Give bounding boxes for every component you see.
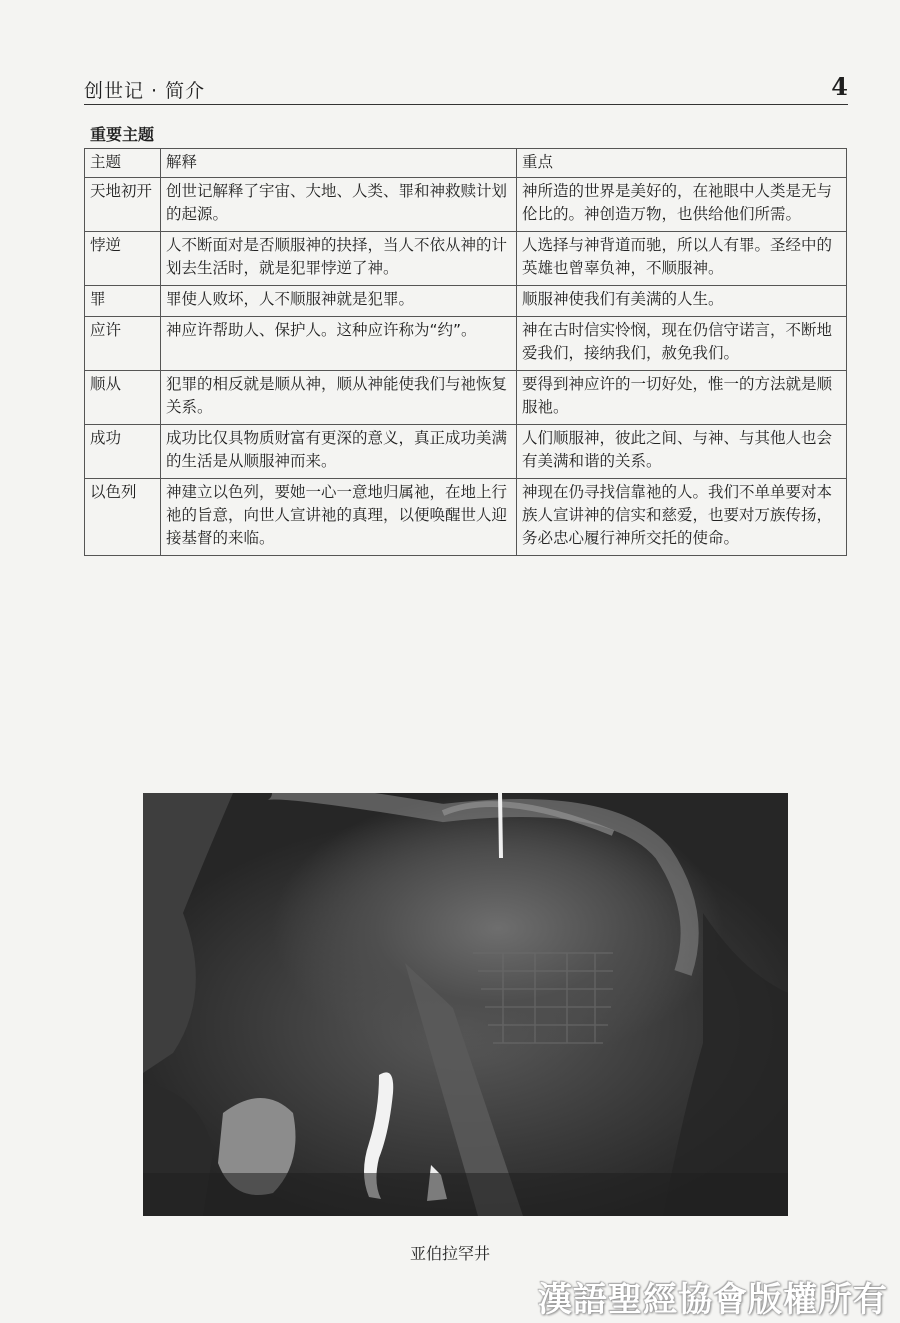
column-header-explanation: 解释 <box>161 149 517 178</box>
theme-cell: 顺从 <box>85 371 161 425</box>
well-photo-illustration <box>143 793 788 1216</box>
table-row <box>85 317 847 371</box>
table-row <box>85 371 847 425</box>
explanation-cell: 罪使人败坏，人不顺服神就是犯罪。 <box>161 286 517 317</box>
table-row <box>85 286 847 317</box>
table-header-row <box>85 149 847 178</box>
importance-cell: 顺服神使我们有美满的人生。 <box>517 286 847 317</box>
explanation-cell: 神建立以色列，要她一心一意地归属祂，在地上行祂的旨意，向世人宣讲祂的真理，以便唤醒世人迎接基督的来临。 <box>161 479 517 556</box>
importance-cell: 神现在仍寻找信靠祂的人。我们不单单要对本族人宣讲神的信实和慈爱，也要对万族传扬，务必忠心履行神所交托的使命。 <box>517 479 847 556</box>
theme-cell: 罪 <box>85 286 161 317</box>
copyright-watermark: 漢語聖經協會版權所有 <box>538 1280 888 1320</box>
theme-cell: 成功 <box>85 425 161 479</box>
table-row <box>85 425 847 479</box>
importance-cell: 人选择与神背道而驰，所以人有罪。圣经中的英雄也曾辜负神，不顺服神。 <box>517 232 847 286</box>
theme-cell: 悖逆 <box>85 232 161 286</box>
explanation-cell: 创世记解释了宇宙、大地、人类、罪和神救赎计划的起源。 <box>161 178 517 232</box>
table-row <box>85 178 847 232</box>
table-row <box>85 479 847 556</box>
importance-cell: 要得到神应许的一切好处，惟一的方法就是顺服祂。 <box>517 371 847 425</box>
column-header-importance: 重点 <box>517 149 847 178</box>
importance-cell: 神所造的世界是美好的，在祂眼中人类是无与伦比的。神创造万物，也供给他们所需。 <box>517 178 847 232</box>
running-head: 创世记 · 简介 <box>84 80 206 102</box>
theme-cell: 应许 <box>85 317 161 371</box>
section-title: 重要主题 <box>90 125 155 144</box>
column-header-theme: 主题 <box>85 149 161 178</box>
importance-cell: 神在古时信实怜悯，现在仍信守诺言，不断地爱我们，接纳我们，赦免我们。 <box>517 317 847 371</box>
page-number: 4 <box>831 72 848 101</box>
well-photo <box>143 793 788 1216</box>
explanation-cell: 犯罪的相反就是顺从神，顺从神能使我们与祂恢复关系。 <box>161 371 517 425</box>
table-row <box>85 232 847 286</box>
explanation-cell: 神应许帮助人、保护人。这种应许称为“约”。 <box>161 317 517 371</box>
importance-cell: 人们顺服神，彼此之间、与神、与其他人也会有美满和谐的关系。 <box>517 425 847 479</box>
explanation-cell: 成功比仅具物质财富有更深的意义，真正成功美满的生活是从顺服神而来。 <box>161 425 517 479</box>
themes-table <box>84 148 847 556</box>
header-rule <box>84 104 848 105</box>
theme-cell: 天地初开 <box>85 178 161 232</box>
photo-caption: 亚伯拉罕井 <box>409 1244 490 1263</box>
explanation-cell: 人不断面对是否顺服神的抉择，当人不依从神的计划去生活时，就是犯罪悖逆了神。 <box>161 232 517 286</box>
theme-cell: 以色列 <box>85 479 161 556</box>
page-header <box>84 72 848 102</box>
